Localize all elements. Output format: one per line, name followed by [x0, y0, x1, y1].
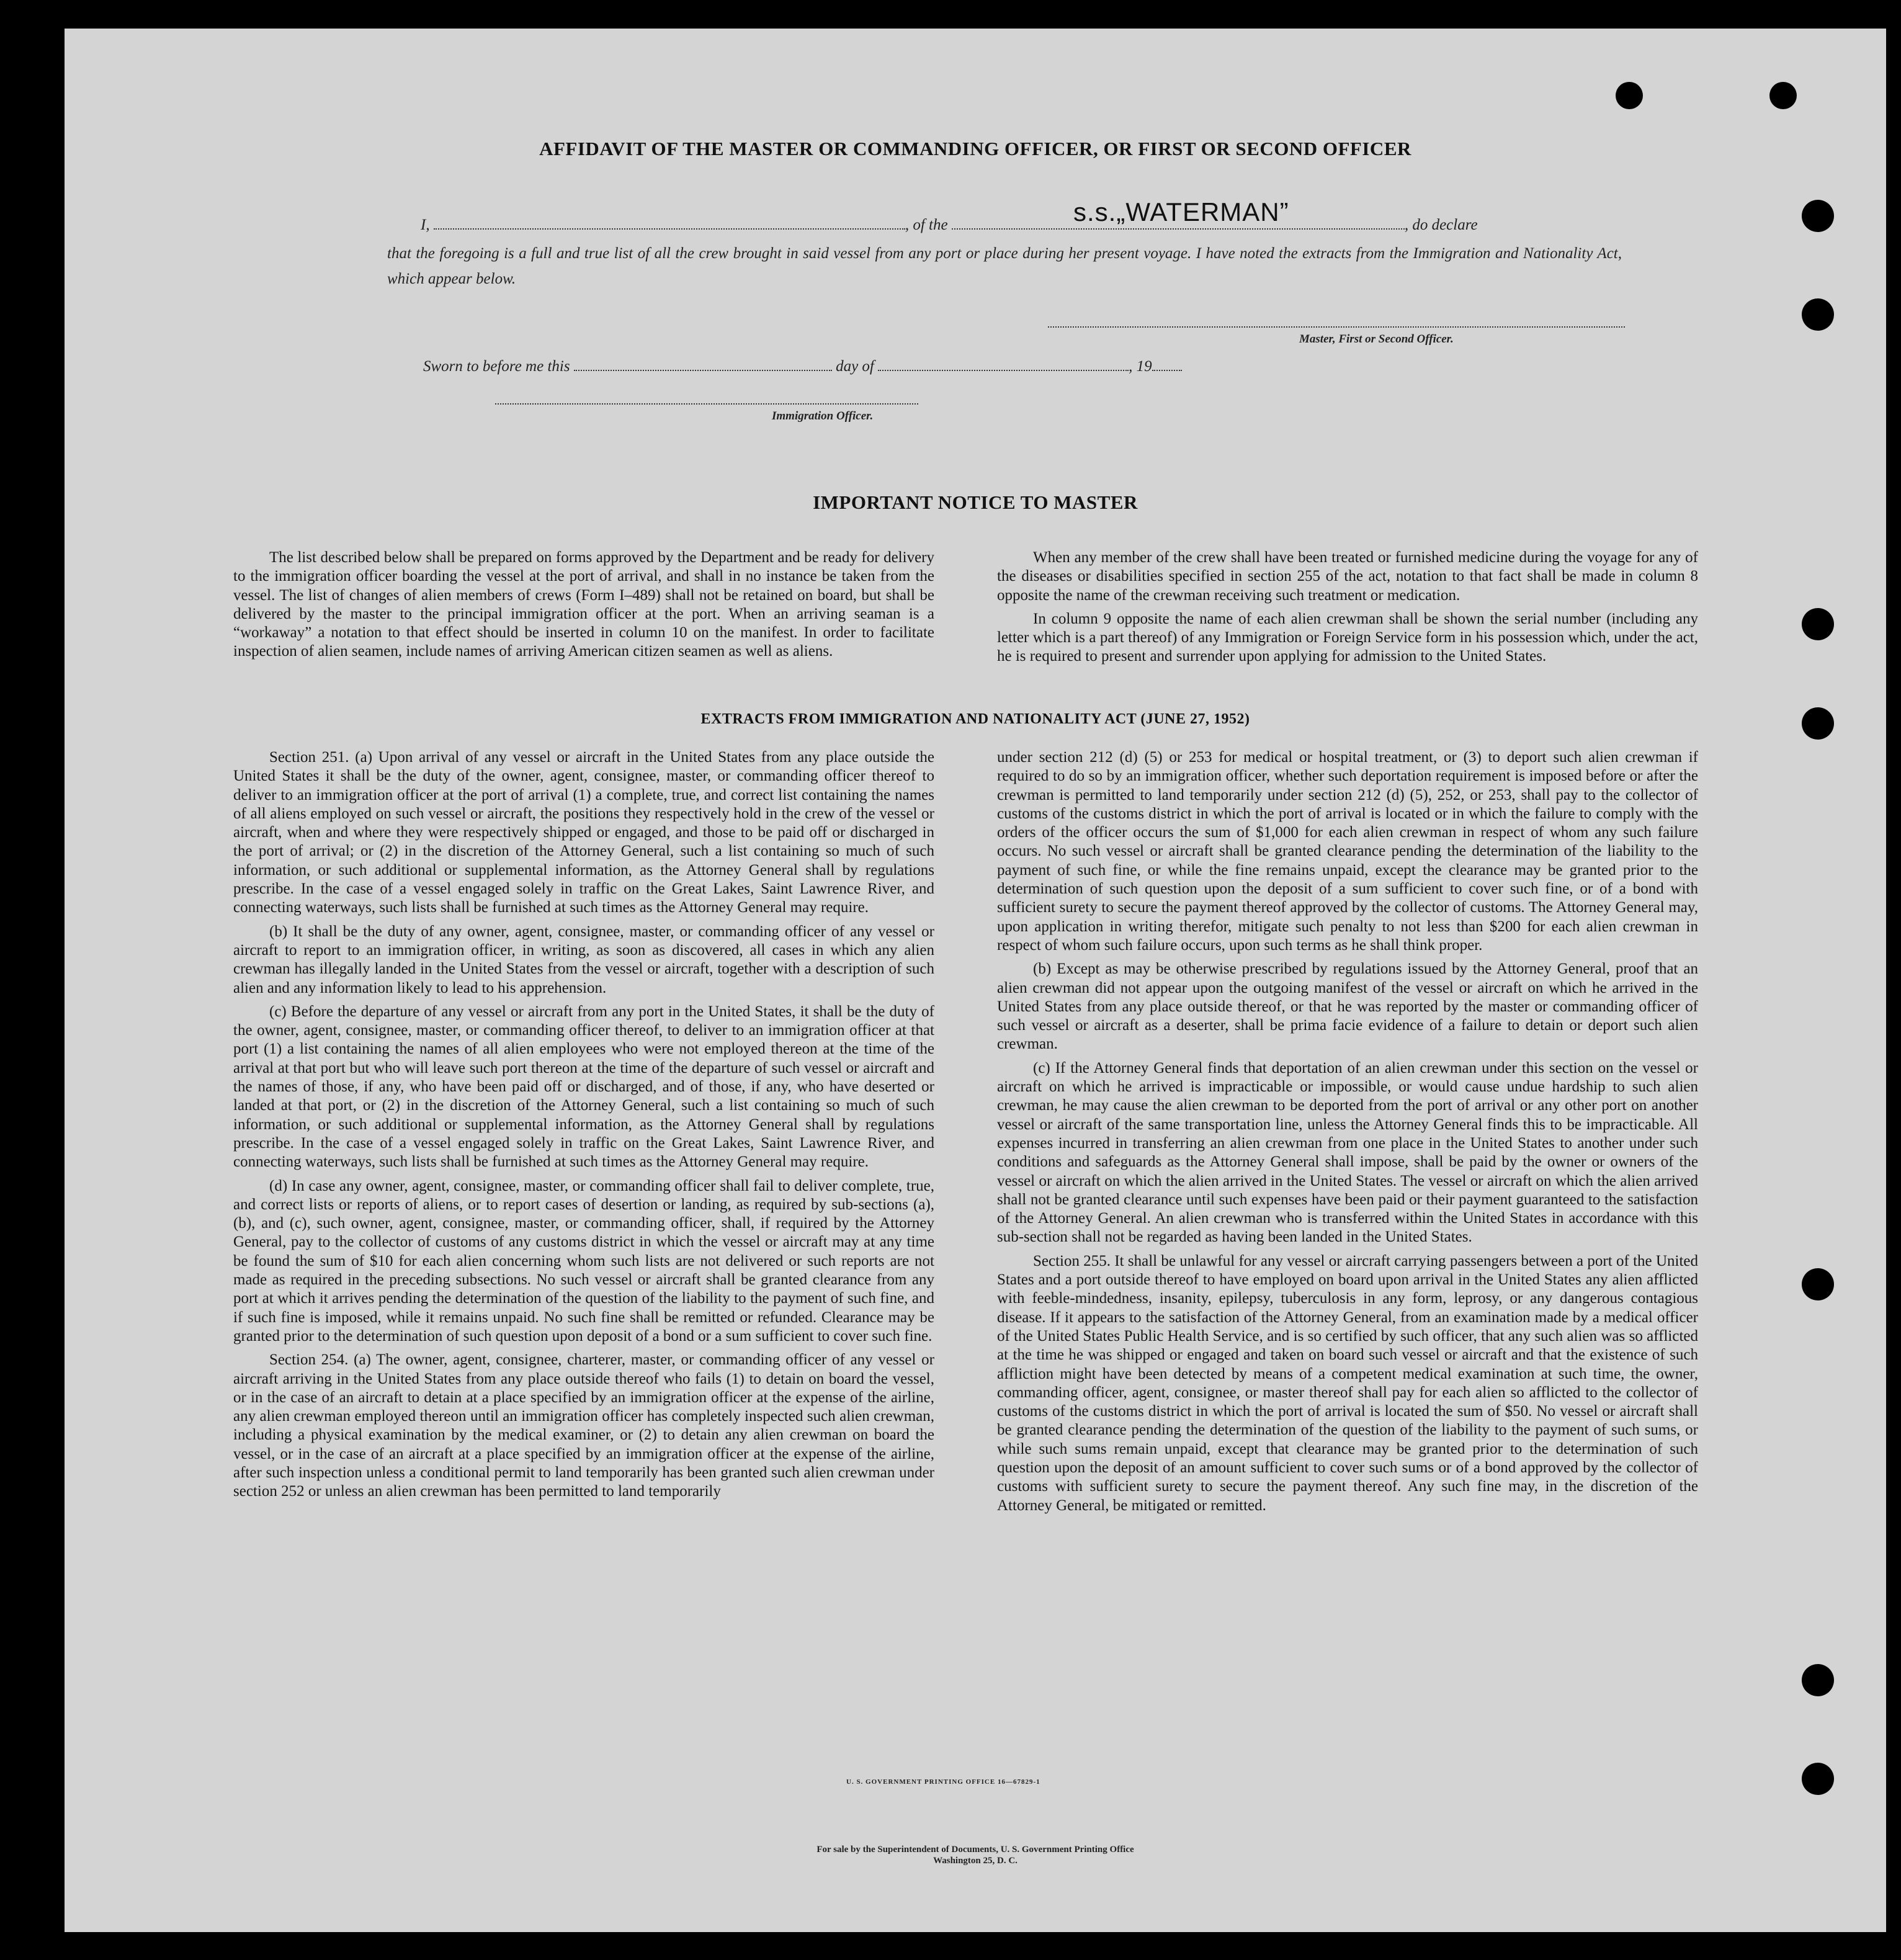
sworn-month-field[interactable]	[878, 356, 1129, 371]
sworn-year-field[interactable]	[1152, 356, 1182, 371]
extracts-heading: EXTRACTS FROM IMMIGRATION AND NATIONALITY ACT (JUNE 27, 1952)	[700, 711, 1250, 727]
extract-paragraph: (b) It shall be the duty of any owner, agent, consignee, master, or commanding officer of any vessel or aircraft to report to an immigration officer, in writing, as soon as discovered, all cases in which any alien crewman has illegally landed in the United States from the vessel or aircraft, together with a description of such alien and any information likely to lead to his apprehension.	[233, 923, 934, 996]
form-page	[65, 29, 1886, 1932]
extract-paragraph: Section 251. (a) Upon arrival of any vessel or aircraft in the United States from any place outside the United States it shall be the duty of the owner, agent, consignee, master, or commanding officer thereof to deliver to an immigration officer at the port of arrival (1) a complete, true, and correct list containing the names of all aliens employed on such vessel or aircraft, the positions they respectively hold in the crew of the vessel or aircraft, when and where they were respectively shipped or engaged, and those to be paid off or discharged in the port of arrival; or (2) in the discretion of the Attorney General, such a list containing so much of such information, or such additional or supplemental information, as the Attorney General shall by regulations prescribe. In the case of a vessel engaged solely in traffic on the Great Lakes, Saint Lawrence River, and connecting waterways, such lists shall be furnished at such times as the Attorney General may require.	[233, 749, 934, 916]
officer-signature-line[interactable]	[495, 403, 918, 405]
master-name-field[interactable]	[434, 215, 905, 230]
sworn-label: Sworn to before me this	[423, 358, 570, 375]
sworn-day-field[interactable]	[574, 356, 832, 371]
declaration-line	[421, 215, 1618, 234]
notice-paragraph: The list described below shall be prepared on forms approved by the Department and be ready for delivery to the immigration officer boarding the vessel at the port of arrival, and shall in no instance be taken from the vessel. The list of changes of alien members of crews (Form I–489) shall not be retained on board, but shall be delivered by the master to the principal immigration officer at the port. When an arriving seaman is a “workaway” a notation to that effect should be inserted in column 10 on the manifest. In order to facilitate inspection of alien seamen, include names of arriving American citizen seamen as well as aliens.	[233, 549, 934, 660]
notice-paragraph: In column 9 opposite the name of each alien crewman shall be shown the serial number (including any letter which is a part thereof) of any Immigration or Foreign Service form in his possession which, under the act, he is required to present and surrender upon applying for admission to the United States.	[997, 610, 1698, 665]
punch-hole	[1769, 82, 1797, 109]
punch-hole	[1802, 298, 1834, 331]
extract-paragraph: (c) Before the departure of any vessel or aircraft from any port in the United States, it shall be the duty of the owner, agent, consignee, master, or commanding officer thereof, to deliver to an immigration officer at that port (1) a list containing the names of all alien employees who were not employed thereon at the time of the arrival at that port but who will leave such port thereon at the time of the departure of such vessel or aircraft and the names of those, if any, who have been paid off or discharged, and of those, if any, who have deserted or landed at that port, or (2) in the discretion of the Attorney General, such a list containing so much of such information, or such additional or supplemental information, as the Attorney General shall by regulations prescribe. In the case of a vessel engaged solely in traffic on the Great Lakes, Saint Lawrence River, and connecting waterways, such lists shall be furnished at such times as the Attorney General may require.	[233, 1003, 934, 1171]
extracts-right-column	[997, 748, 1698, 1520]
extracts-left-column	[233, 748, 934, 1506]
extract-paragraph: (c) If the Attorney General finds that deportation of an alien crewman under this section on the vessel or aircraft on which he arrived is impracticable or impossible, or would cause undue hardship to such alien crewman, he may cause the alien crewman to be deported from the port of arrival or any other port on another vessel or aircraft of the same transportation line, unless the Attorney General finds this to be impracticable. All expenses incurred in transferring an alien crewman from one place in the United States to another under such conditions and safeguards as the Attorney General shall impose, shall be paid by the owner or owners of the vessel or aircraft on which the alien arrived in the United States. The vessel or aircraft on which the alien arrived shall not be granted clearance until such expenses have been paid or their payment guaranteed to the satisfaction of the Attorney General. An alien crewman who is transferred within the United States in accordance with this sub-section shall not be regarded as having been landed in the United States.	[997, 1059, 1698, 1246]
notice-right-column	[997, 548, 1698, 671]
ship-name: s.s.„WATERMAN”	[1073, 197, 1289, 226]
punch-hole	[1802, 1763, 1834, 1795]
punch-hole	[1802, 608, 1834, 640]
extract-paragraph: under section 212 (d) (5) or 253 for medical or hospital treatment, or (3) to deport such alien crewman if required to do so by an immigration officer, whether such deportation requirement is imposed before or after the crewman is permitted to land temporarily under section 212 (d) (5), 252, or 253, shall pay to the collector of customs of the customs district in which the port of arrival is located or in which the failure to comply with the orders of the officer occurs the sum of $1,000 for each alien crewman in respect of whom any such failure occurs. No such vessel or aircraft shall be granted clearance pending the determination of the liability to the payment of such fine, or while the fine remains unpaid, except the clearance may be granted prior to the determination of such question upon the deposit of a sum sufficient to cover such fine, or of a bond with sufficient surety to secure the payment thereof approved by the collector of customs. The Attorney General may, upon application in writing therefor, mitigate such penalty to not less than $200 for each alien crewman in respect of whom such failure occurs, upon such terms as he shall think proper.	[997, 749, 1698, 954]
master-signature-line[interactable]	[1048, 326, 1625, 328]
sale-notice-line: For sale by the Superintendent of Documents, U. S. Government Printing Office	[816, 1845, 1134, 1855]
declaration-statement: that the foregoing is a full and true list of all the crew brought in said vessel from any port or place during her present voyage. I have noted the extracts from the Immigration and Nationality Act, which appear below.	[387, 245, 1622, 287]
notice-paragraph: When any member of the crew shall have been treated or furnished medicine during the voyage for any of the diseases or disabilities specified in section 255 of the act, notation to that fact shall be made in column 8 opposite the name of the crewman receiving such treatment or medication.	[997, 549, 1698, 604]
sale-notice-line: Washington 25, D. C.	[933, 1856, 1018, 1866]
sale-notice	[65, 1844, 1886, 1866]
punch-hole	[1802, 200, 1834, 232]
extract-paragraph: Section 254. (a) The owner, agent, consignee, charterer, master, or commanding officer of any vessel or aircraft arriving in the United States from any place outside thereof who fails (1) to detain on board the vessel, or in the case of an aircraft to detain at a place specified by an immigration officer at the expense of the airline, any alien crewman employed thereon until an immigration officer has completely inspected such alien crewman, including a physical examination by the medical examiner, or (2) to detain any alien crewman on board the vessel, or in the case of an aircraft at a place specified by an immigration officer at the expense of the airline, after such inspection unless a conditional permit to land temporarily has been granted such alien crewman under section 252 or unless an alien crewman has been permitted to land temporarily	[233, 1351, 934, 1500]
notice-heading: IMPORTANT NOTICE TO MASTER	[813, 491, 1138, 513]
do-declare-label: , do declare	[1404, 217, 1478, 233]
punch-hole	[1802, 1268, 1834, 1300]
master-signature-label: Master, First or Second Officer.	[1299, 333, 1454, 346]
notice-left-column	[233, 548, 934, 666]
i-label: I,	[421, 217, 430, 233]
printing-imprint: U. S. GOVERNMENT PRINTING OFFICE 16—67829-1	[846, 1778, 1040, 1786]
extract-paragraph: Section 255. It shall be unlawful for any vessel or aircraft carrying passengers between a port of the United States and a port outside thereof to have employed on board upon arrival in the United States any alien afflicted with feeble-mindedness, insanity, epilepsy, tuberculosis in any form, leprosy, or any dangerous contagious disease. If it appears to the satisfaction of the Attorney General, from an examination made by a medical officer of the United States Public Health Service, and is so certified by such officer, that any such alien was so afflicted at the time he was shipped or engaged and taken on board such vessel or aircraft and that the existence of such affliction might have been detected by means of a competent medical examination at such time, the owner, commanding officer, agent, consignee, or master thereof shall pay for each alien so afflicted to the collector of customs of the customs district in which the port of arrival is located the sum of $50. No vessel or aircraft shall be granted clearance pending the determination of the question of the liability to the payment of such sums, or while such sums remain unpaid, except that clearance may be granted prior to the determination of such question upon the deposit of an amount sufficient to cover such sums or of a bond approved by the collector of customs with sufficient surety to secure the payment thereof. Any such fine may, in the discretion of the Attorney General, be mitigated or remitted.	[997, 1252, 1698, 1514]
extract-paragraph: (d) In case any owner, agent, consignee, master, or commanding officer shall fail to deliver complete, true, and correct lists or reports of aliens, or to report cases of desertion or landing, as required by sub-sections (a), (b), and (c), such owner, agent, consignee, master, or commanding officer, shall, if required by the Attorney General, pay to the collector of customs of any customs district in which the vessel or aircraft may at any time be found the sum of $10 for each alien concerning whom such lists are not delivered or such reports are not made as required in the preceding subsections. No such vessel or aircraft shall be granted clearance from any port at which it arrives pending the determination of the question of the liability to the payment of such fine, and if such fine is imposed, while it remains unpaid. No such fine shall be remitted or refunded. Clearance may be granted prior to the determination of such question upon deposit of a bond or a sum sufficient to cover such fine.	[233, 1177, 934, 1345]
of-the-label: , of the	[905, 217, 948, 233]
day-of-label: day of	[836, 358, 874, 375]
sworn-line	[423, 356, 1182, 375]
punch-hole	[1616, 82, 1643, 109]
extract-paragraph: (b) Except as may be otherwise prescribed by regulations issued by the Attorney General, proof that an alien crewman did not appear upon the outgoing manifest of the vessel or aircraft on which he arrived in the United States from any place outside thereof, or that he was reported by the master or commanding officer of such vessel or aircraft as a deserter, shall be prima facie evidence of a failure to detain or deport such alien crewman.	[997, 960, 1698, 1053]
punch-hole	[1802, 1664, 1834, 1696]
officer-signature-label: Immigration Officer.	[772, 409, 874, 423]
affidavit-heading: AFFIDAVIT OF THE MASTER OR COMMANDING OFFICER, OR FIRST OR SECOND OFFICER	[539, 138, 1411, 159]
year-prefix-label: , 19	[1129, 358, 1152, 375]
